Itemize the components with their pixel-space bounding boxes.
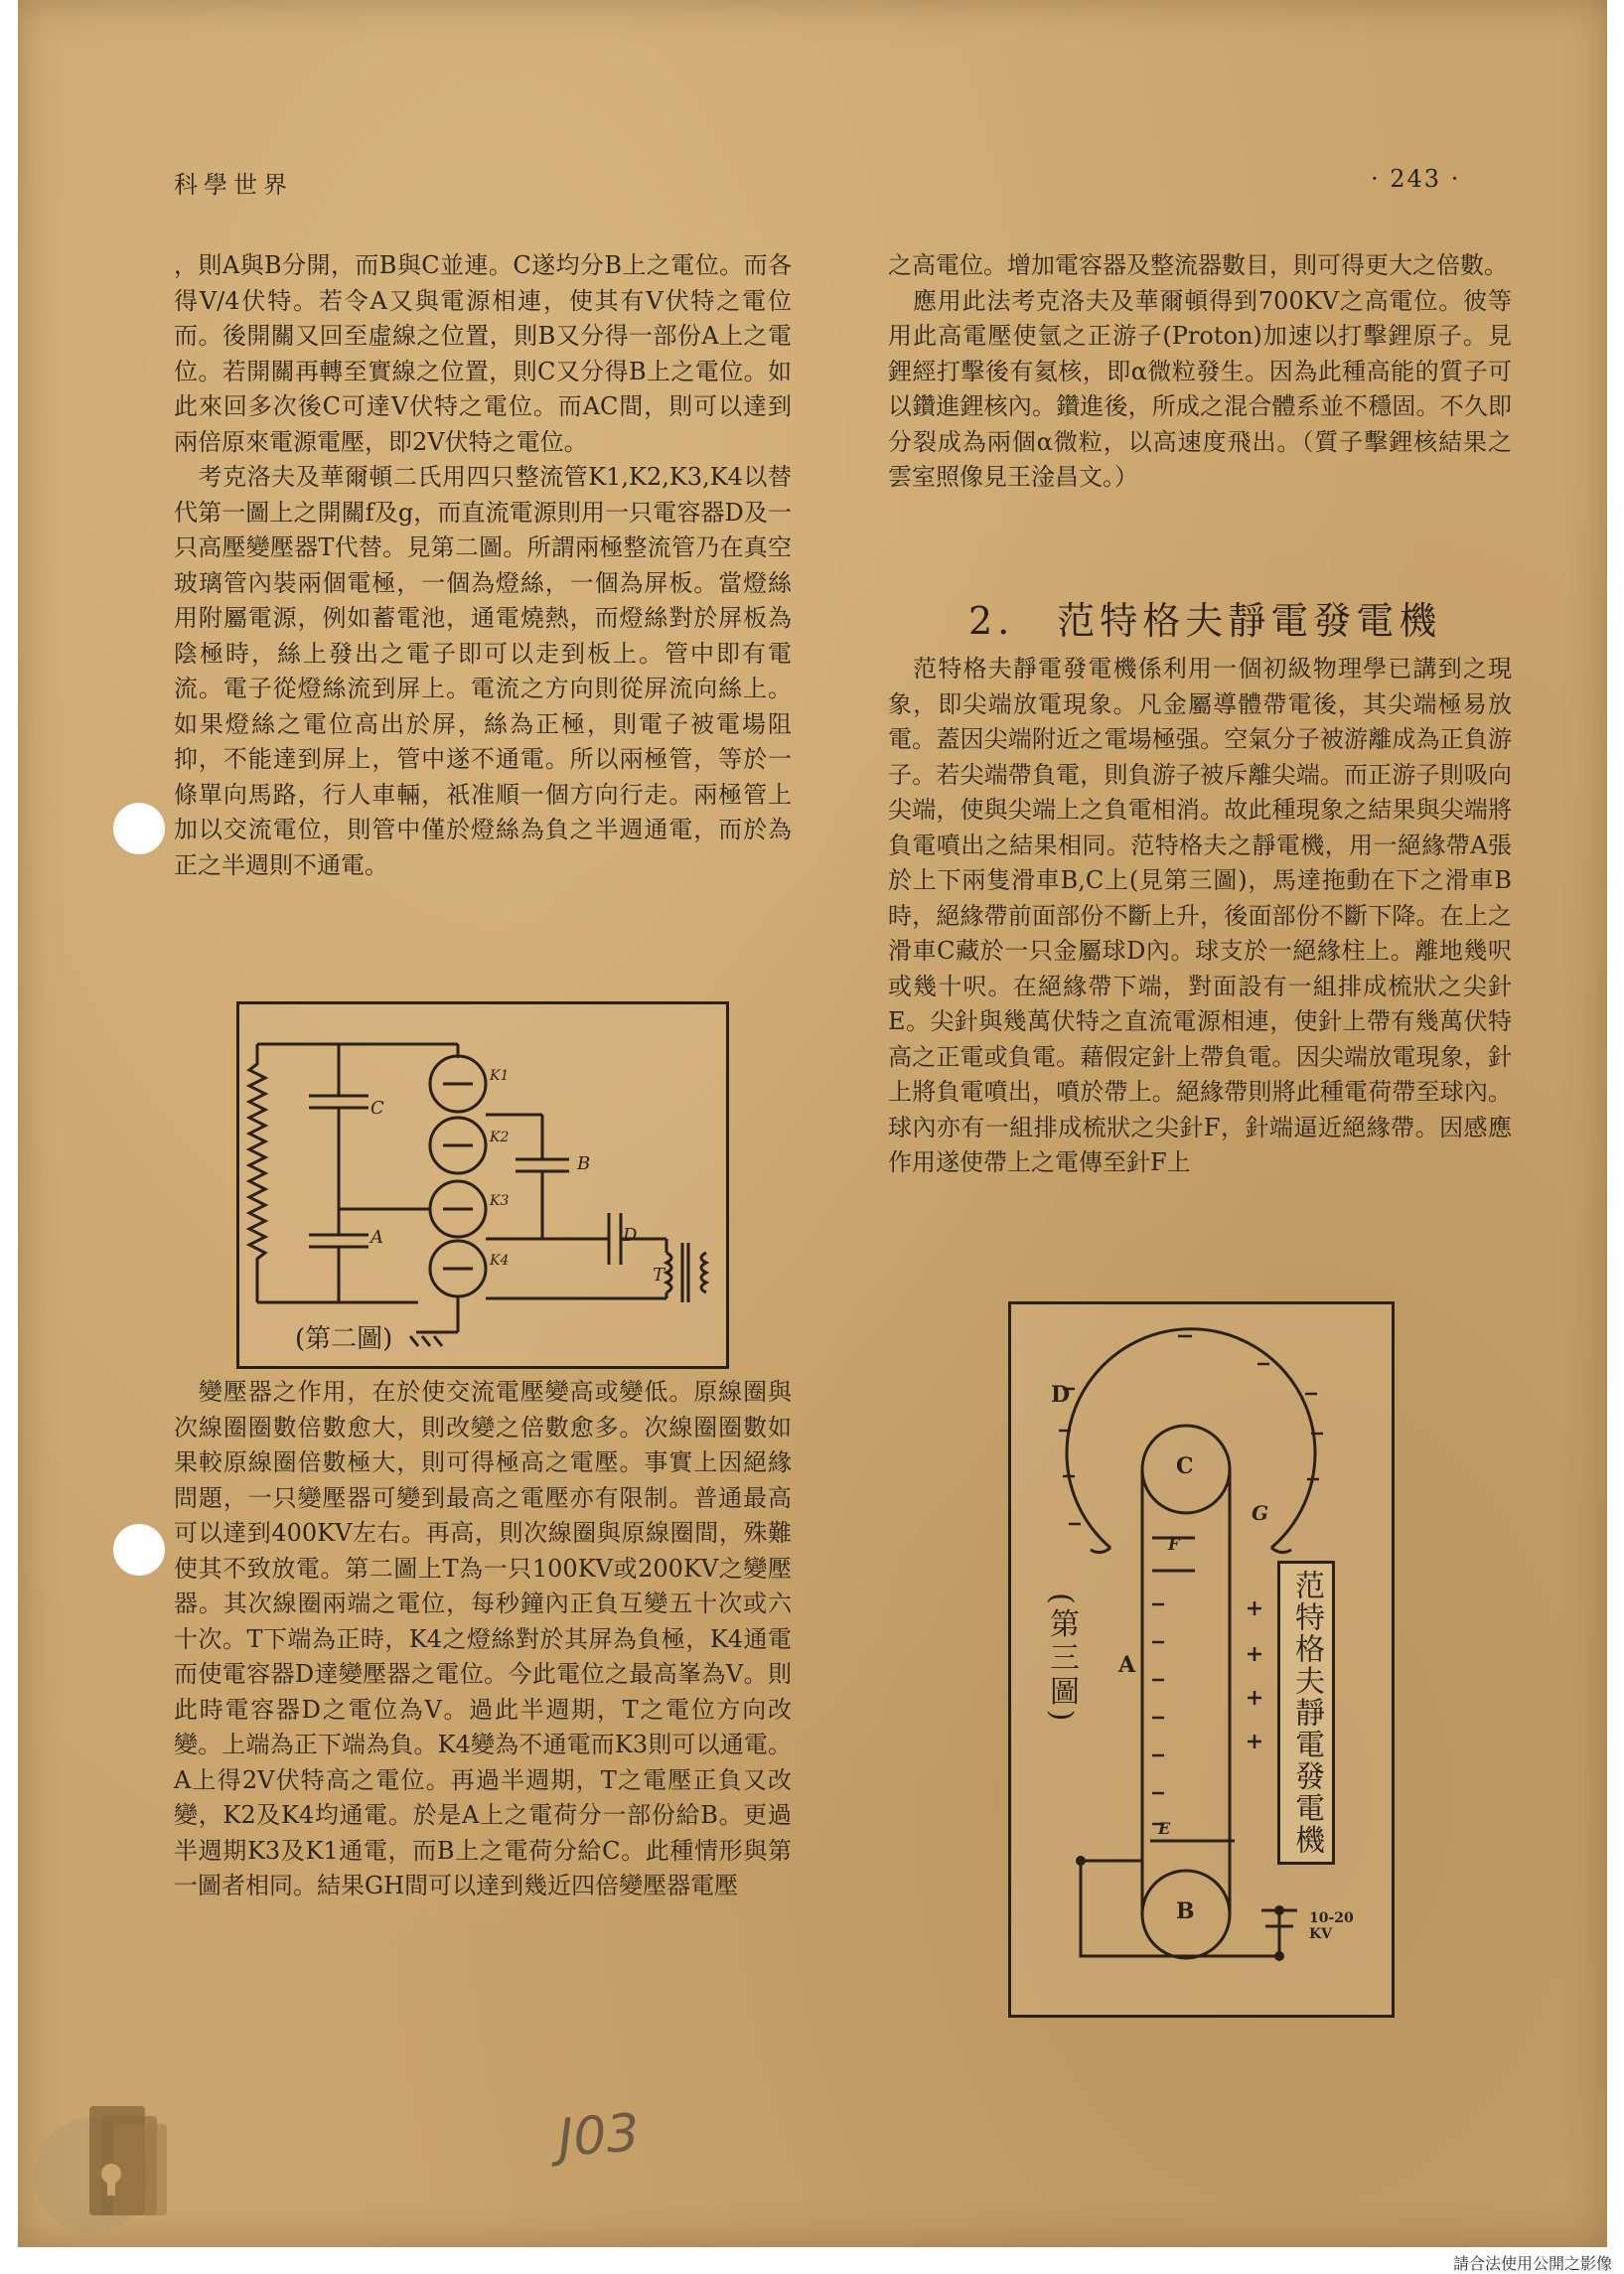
- binder-hole: [113, 803, 165, 854]
- figure-2-label-k3: K3: [490, 1193, 510, 1209]
- figure-3: [1008, 1301, 1395, 2018]
- usage-notice: 請合法使用公開之影像: [1452, 2254, 1612, 2273]
- left-column-top: [174, 248, 792, 883]
- figure-2-label-k1: K1: [490, 1068, 510, 1084]
- library-logo: [30, 2066, 199, 2235]
- paragraph: 變壓器之作用，在於使交流電壓變高或變低。原線圈與次線圈圈數倍數愈大，則改變之倍數愈多。次線圈圈數如果較原線圈倍數極大，則可得極高之電壓。事實上因絕緣問題，一只變壓器可變到最高之電壓亦有限制。普通最高可以達到400KV左右。再高，則次線圈與原線圈間，殊難使其不致放電。第二圖上T為一只100KV或200KV之變壓器。其次線圈兩端之電位，每秒鐘內正負互變五十次或六十次。T下端為正時，K4之燈絲對於其屏為負極，K4通電而使電容器D達變壓器之電位。今此電位之最高峯為V。則此時電容器D之電位為V。過此半週期，T之電位方向改變。上端為正下端為負。K4變為不通電而K3則可以通電。A上得2V伏特高之電位。再過半週期，T之電壓正負又改變，K2及K4均通電。於是A上之電荷分一部份給B。更過半週期K3及K1通電，而B上之電荷分給C。此種情形與第一圖者相同。結果GH間可以達到幾近四倍變壓器電壓: [174, 1378, 792, 1899]
- figure-3-label-f: F: [1168, 1535, 1180, 1554]
- page-number: · 243 ·: [1371, 165, 1461, 193]
- figure-2-label-k2: K2: [490, 1130, 510, 1145]
- figure-2: [236, 1001, 729, 1369]
- figure-3-caption: (第三圖): [1044, 1592, 1079, 1726]
- figure-3-voltage-label: 10-20 KV: [1309, 1910, 1354, 1942]
- handwritten-note: J03: [556, 2103, 642, 2169]
- right-column-body: [888, 652, 1512, 1181]
- figure-3-label-e: E: [1158, 1819, 1171, 1838]
- running-head-title: 科學世界: [174, 171, 293, 199]
- figure-2-label-a: A: [370, 1227, 383, 1248]
- figure-2-caption: (第二圖): [295, 1324, 393, 1354]
- figure-3-label-a: A: [1118, 1652, 1136, 1678]
- paragraph: ，則A與B分開，而B與C並連。C遂均分B上之電位。而各得V/4伏特。若令A又與電源相連，使其有V伏特之電位而。後開關又回至虛線之位置，則B又分得一部份A上之電位。若開關再轉至實線之位置，則C又分得B上之電位。如此來回多次後C可達V伏特之電位。而AC間，則可以達到兩倍原來電源電壓，即2V伏特之電位。: [174, 251, 792, 456]
- figure-2-label-c: C: [370, 1098, 384, 1119]
- figure-2-label-t: T: [653, 1265, 665, 1286]
- figure-3-title: 范特格夫靜電發電機: [1277, 1561, 1335, 1865]
- paragraph: 應用此法考克洛夫及華爾頓得到700KV之高電位。彼等用此高電壓使氫之正游子(Proton)加速以打擊鋰原子。見鋰經打擊後有氦核，即α微粒發生。因為此種高能的質子可以鑽進鋰核內。鑽進後，所成之混合體系並不穩固。不久即分裂成為兩個α微粒，以高速度飛出。（質子擊鋰核結果之雲室照像見王淦昌文。）: [888, 286, 1512, 491]
- figure-2-label-k4: K4: [490, 1253, 510, 1269]
- figure-3-label-g: G: [1252, 1501, 1269, 1525]
- figure-3-label-b: B: [1176, 1898, 1195, 1924]
- paragraph: 考克洛夫及華爾頓二氏用四只整流管K1,K2,K3,K4以替代第一圖上之開關f及g，而直流電源則用一只電容器D及一只高壓變壓器T代替。見第二圖。所謂兩極整流管乃在真空玻璃管內裝兩個電極，一個為燈絲，一個為屏板。當燈絲用附屬電源，例如蓄電池，通電燒熱，而燈絲對於屏板為陰極時，絲上發出之電子即可以走到板上。管中即有電流。電子從燈絲流到屏上。電流之方向則從屏流向絲上。如果燈絲之電位高出於屏，絲為正極，則電子被電場阻抑，不能達到屏上，管中遂不通電。所以兩極管，等於一條單向馬路，行人車輛，祇准順一個方向行走。兩極管上加以交流電位，則管中僅於燈絲為負之半週通電，而於為正之半週則不通電。: [174, 463, 792, 879]
- binder-hole: [113, 1524, 165, 1576]
- figure-2-circuit: [239, 1004, 726, 1366]
- figure-3-label-c: C: [1176, 1453, 1194, 1479]
- figure-2-label-d: D: [623, 1225, 638, 1246]
- figure-2-label-b: B: [577, 1153, 591, 1174]
- right-column-top: [888, 248, 1512, 496]
- section-heading: 2. 范特格夫靜電發電機: [968, 599, 1442, 643]
- paragraph: 之高電位。增加電容器及整流器數目，則可得更大之倍數。: [888, 251, 1508, 279]
- left-column-bottom: [174, 1375, 792, 1904]
- paragraph: 范特格夫靜電發電機係利用一個初級物理學已講到之現象，即尖端放電現象。凡金屬導體帶電後，其尖端極易放電。蓋因尖端附近之電場極强。空氣分子被游離成為正負游子。若尖端帶負電，則負游子被斥離尖端。而正游子則吸向尖端，使與尖端上之負電相消。故此種現象之結果與尖端將負電噴出之結果相同。范特格夫之靜電機，用一絕緣帶A張於上下兩隻滑車B,C上(見第三圖)，馬達拖動在下之滑車B時，絕緣帶前面部份不斷上升，後面部份不斷下降。在上之滑車C藏於一只金屬球D內。球支於一絕緣柱上。離地幾呎或幾十呎。在絕緣帶下端，對面設有一組排成梳狀之尖針E。尖針與幾萬伏特之直流電源相連，使針上帶有幾萬伏特高之正電或負電。藉假定針上帶負電。因尖端放電現象，針上將負電噴出，噴於帶上。絕緣帶則將此種電荷帶至球內。球內亦有一組排成梳狀之尖針F，針端逼近絕緣帶。因感應作用遂使帶上之電傳至針F上: [888, 655, 1512, 1176]
- figure-3-label-d: D: [1051, 1382, 1071, 1408]
